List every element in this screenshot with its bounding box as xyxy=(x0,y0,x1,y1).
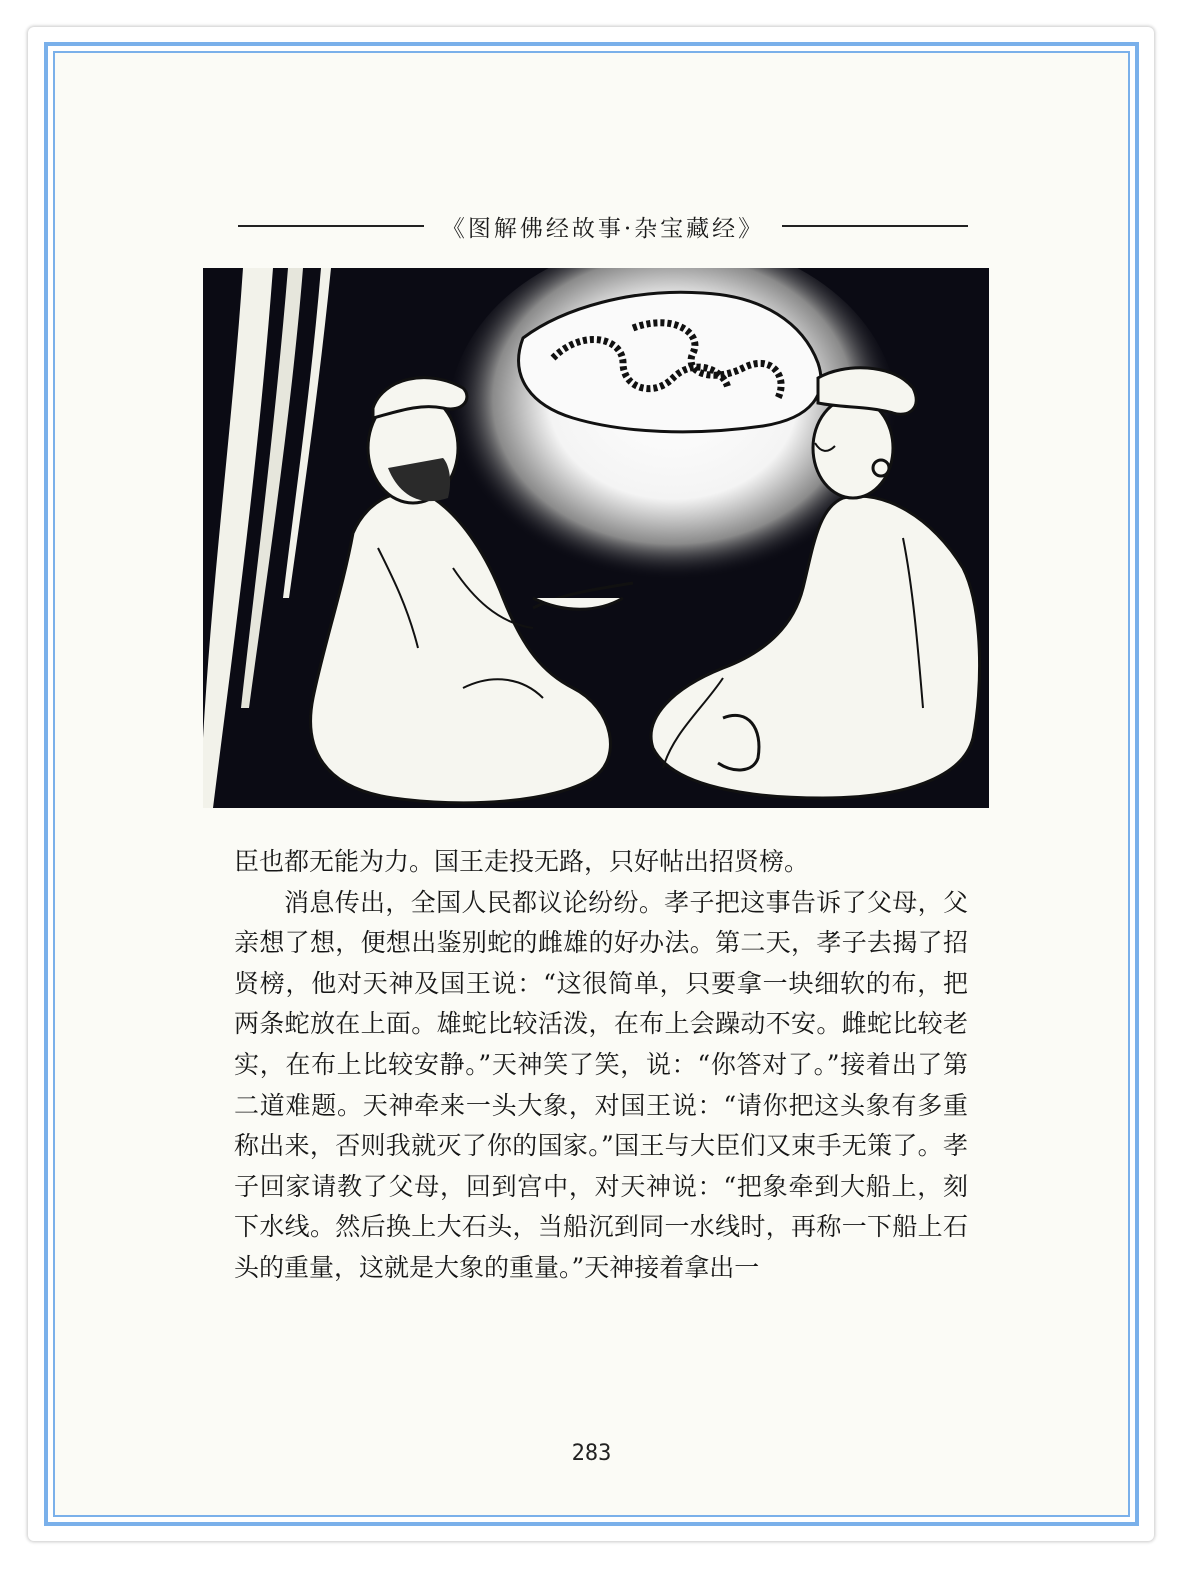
header-rule-right xyxy=(782,225,968,227)
header-rule-left xyxy=(238,225,424,227)
paragraph-main: 消息传出，全国人民都议论纷纷。孝子把这事告诉了父母，父亲想了想，便想出鉴别蛇的雌雄的好办法。第二天，孝子去揭了招贤榜，他对天神及国王说：“这很简单，只要拿一块细软的布，把两条蛇放在上面。雄蛇比较活泼，在布上会躁动不安。雌蛇比较老实，在布上比较安静。”天神笑了笑，说：“你答对了。”接着出了第二道难题。天神牵来一头大象，对国王说：“请你把这头象有多重称出来，否则我就灭了你的国家。”国王与大臣们又束手无策了。孝子回家请教了父母，回到宫中，对天神说：“把象牵到大船上，刻下水线。然后换上大石头，当船沉到同一水线时，再称一下船上石头的重量，这就是大象的重量。”天神接着拿出一 xyxy=(234,887,968,1282)
page-number: 283 xyxy=(571,1441,612,1466)
running-header xyxy=(238,206,968,246)
story-text xyxy=(234,842,968,1289)
page-paper xyxy=(53,51,1130,1517)
illustration-drawing xyxy=(203,268,989,808)
book-title: 《图解佛经故事·杂宝藏经》 xyxy=(441,215,765,242)
paragraph-continuation: 臣也都无能为力。国王走投无路，只好帖出招贤榜。 xyxy=(234,847,810,876)
illustration xyxy=(203,268,989,808)
page-frame xyxy=(44,42,1139,1526)
